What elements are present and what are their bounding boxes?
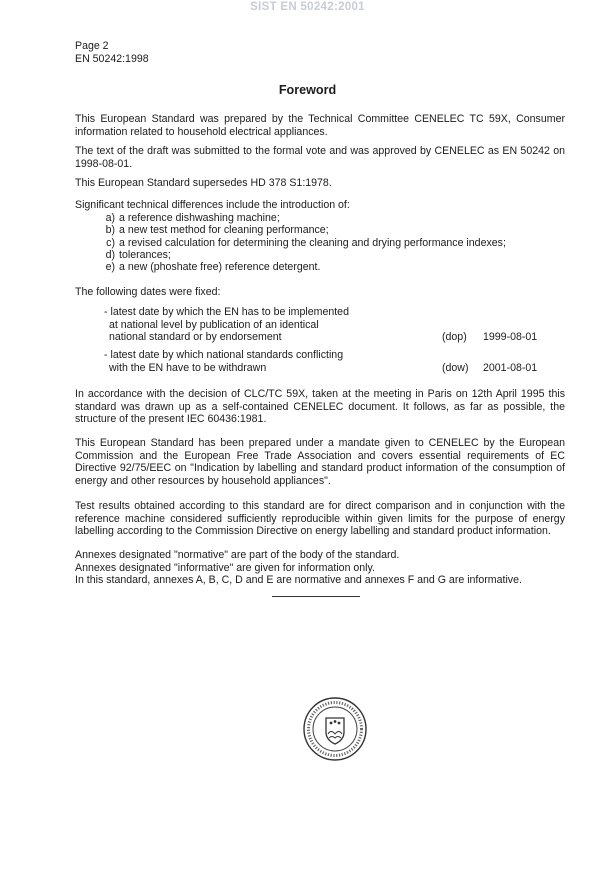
date-value: 1999-08-01: [483, 331, 538, 343]
page-header: [75, 40, 149, 65]
list-item: d) tolerances;: [105, 248, 171, 261]
page-title: Foreword: [278, 83, 337, 97]
differences-list: [75, 212, 506, 273]
page-number: Page 2: [75, 40, 109, 52]
annex-line: In this standard, annexes A, B, C, D and E are normative and annexes F and G are informative.: [75, 574, 522, 587]
list-item: e) a new (phoshate free) reference detergent.: [105, 261, 321, 274]
date-row-dow: - latest date by which national standards conflicting with the EN have to be withdrawn (dow) 2001-08-01: [104, 349, 566, 374]
date-code: (dow): [442, 362, 469, 374]
paragraph-differences-intro: Significant technical differences include the introduction of:: [75, 199, 350, 211]
paragraph-test-results: Test results obtained according to this standard are for direct comparison and in conjunction with the reference machine considered sufficiently reproducible within given limits for the purpose of energy labelling according to the Commission Directive on energy labelling and standard product information.: [75, 500, 565, 538]
watermark: SIST EN 50242:2001: [250, 1, 365, 13]
paragraph-mandate: This European Standard has been prepared under a mandate given to CENELEC by the European Commission and the European Free Trade Association and covers essential requirements of EC Directive 92/75/EEC on "Indication by labelling and standard product information of the consumption of energy and other resources by household appliances".: [75, 437, 565, 487]
date-code: (dop): [442, 331, 467, 343]
paragraph-annexes: [75, 549, 565, 587]
annex-line: Annexes designated "normative" are part of the body of the standard.: [75, 549, 400, 561]
date-value: 2001-08-01: [483, 362, 538, 374]
paragraph-decision: In accordance with the decision of CLC/TC 59X, taken at the meeting in Paris on 12th April 1995 this standard was drawn up as a self-contained CENELEC document. It follows, as far as possible, the structure of the present IEC 60436:1981.: [75, 388, 565, 426]
paragraph-dates-intro: The following dates were fixed:: [75, 286, 221, 298]
list-item: a) a reference dishwashing machine;: [105, 212, 280, 224]
paragraph-committee: This European Standard was prepared by the Technical Committee CENELEC TC 59X, Consumer information related to household electrical appliances.: [75, 113, 565, 138]
official-seal-icon: [302, 696, 368, 762]
list-item: b) a new test method for cleaning performance;: [105, 224, 329, 237]
standard-reference: EN 50242:1998: [75, 52, 149, 65]
date-row-dop: - latest date by which the EN has to be implemented at national level by publication of an identical national standard or by endorsement (dop) 1999-08-01: [104, 306, 566, 344]
paragraph-supersedes: This European Standard supersedes HD 378 S1:1978.: [75, 177, 332, 189]
paragraph-approval: The text of the draft was submitted to the formal vote and was approved by CENELEC as EN 50242 on 1998-08-01.: [75, 145, 565, 170]
end-rule: [272, 596, 360, 597]
list-item: c) a revised calculation for determining the cleaning and drying performance indexes;: [106, 236, 506, 249]
annex-line: Annexes designated "informative" are given for information only.: [75, 561, 375, 574]
